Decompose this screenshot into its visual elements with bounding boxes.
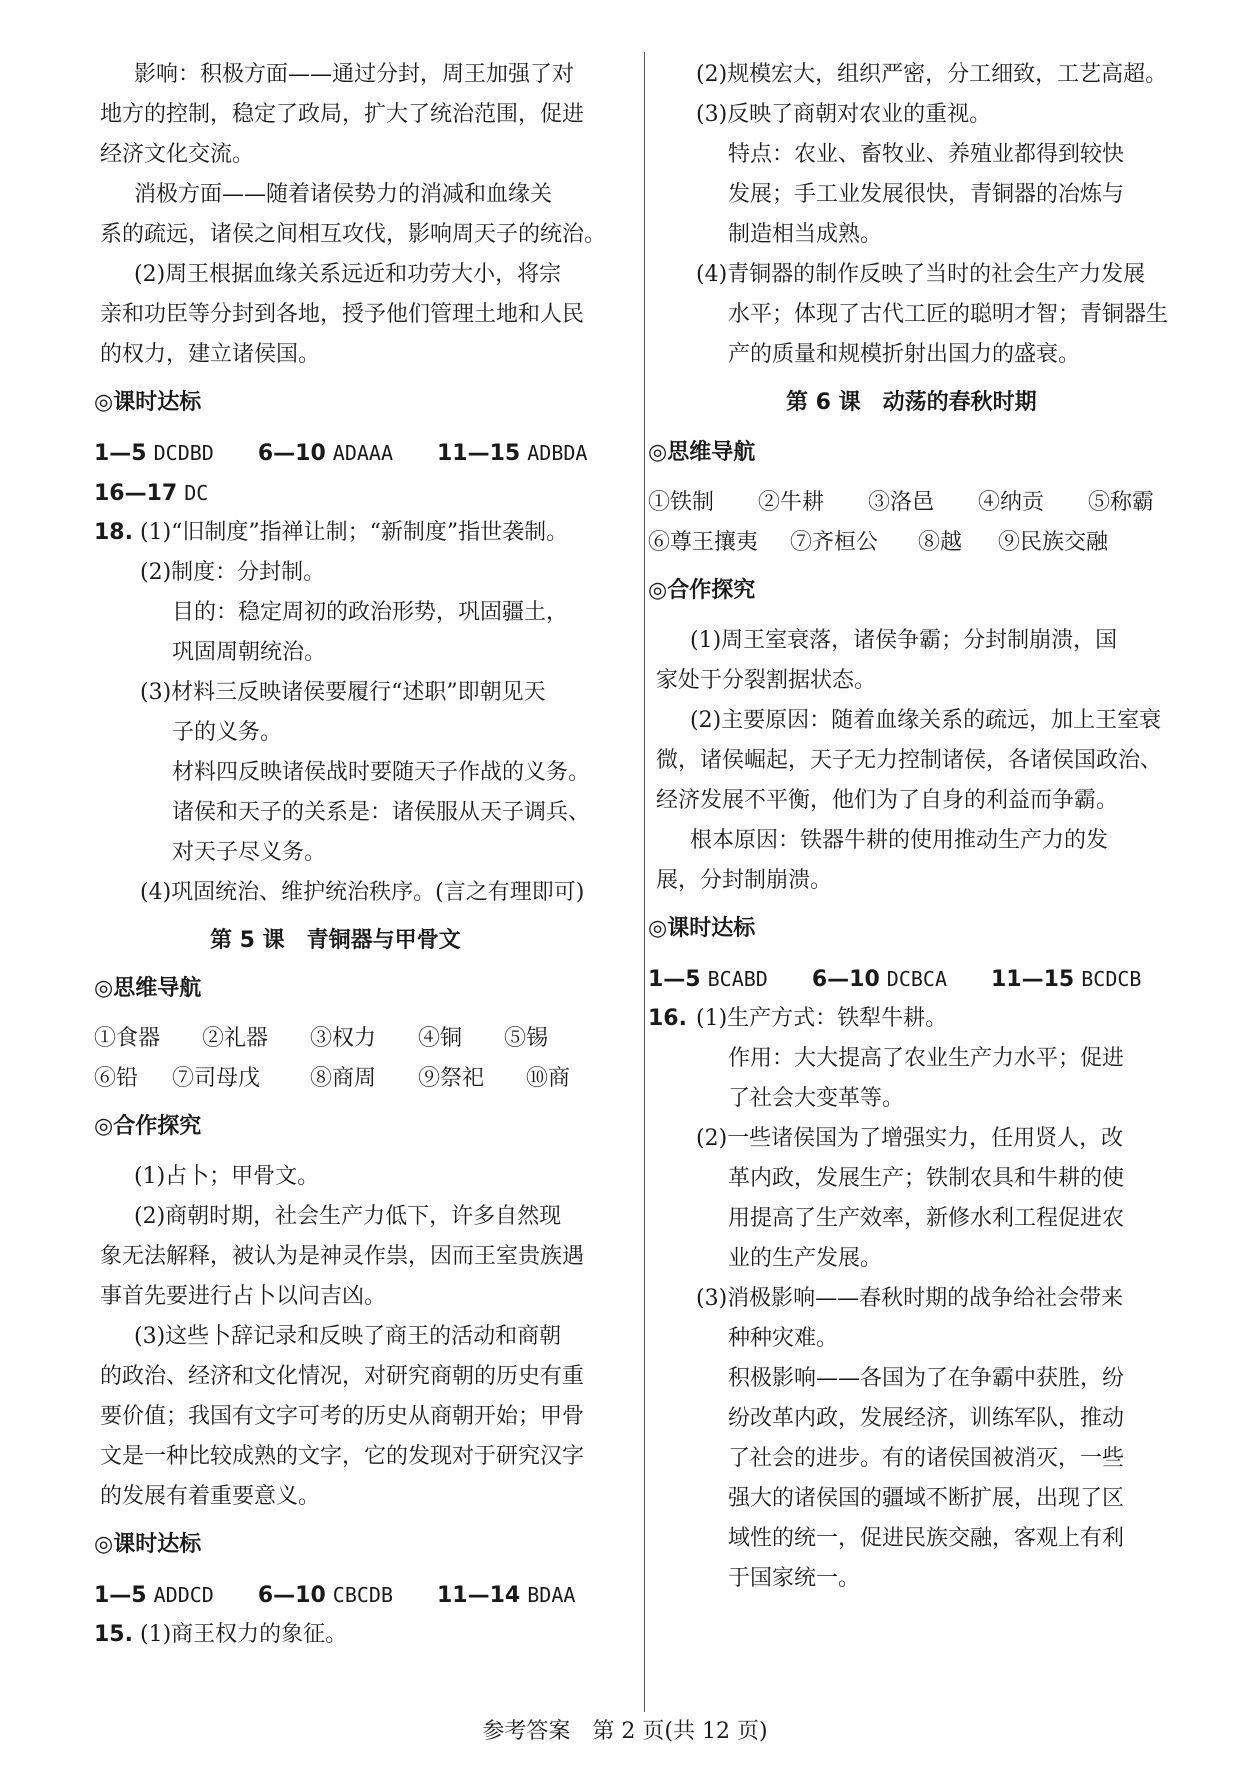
text-line: (2)商朝时期，社会生产力低下，许多自然现 — [134, 1204, 562, 1229]
text-line: 于国家统一。 — [728, 1566, 861, 1591]
mind-map-item: ③权力 — [310, 1026, 377, 1051]
mind-map-item: ⑤锡 — [504, 1026, 549, 1051]
answer-row: 1—5 DCDBD 6—10 ADAAA 11—15 ADBDA — [94, 441, 588, 466]
text-line: 家处于分裂割据状态。 — [656, 668, 877, 693]
text-line: (2)一些诸侯国为了增强实力，任用贤人，改 — [696, 1126, 1124, 1151]
mind-map-item: ①食器 — [94, 1026, 161, 1051]
text-line: (4)青铜器的制作反映了当时的社会生产力发展 — [696, 262, 1146, 287]
text-line: 了社会大变革等。 — [728, 1086, 905, 1111]
text-line: 诸侯和天子的关系是：诸侯服从天子调兵、 — [172, 800, 591, 825]
mind-map-item: ⑨民族交融 — [998, 530, 1109, 555]
text-line: 种种灾难。 — [728, 1326, 839, 1351]
text-line: 纷改革内政，发展经济，训练军队，推动 — [728, 1406, 1125, 1431]
text-line: 对天子尽义务。 — [172, 840, 327, 865]
text-line: 微，诸侯崛起，天子无力控制诸侯，各诸侯国政治、 — [656, 748, 1163, 773]
answer-row: 16—17 DC — [94, 481, 209, 506]
text-line: 的发展有着重要意义。 — [100, 1484, 321, 1509]
text-line: (1)“旧制度”指禅让制；“新制度”指世袭制。 — [140, 520, 569, 545]
text-line: 作用：大大提高了农业生产力水平；促进 — [728, 1046, 1125, 1071]
text-line: (4)巩固统治、维护统治秩序。(言之有理即可) — [140, 880, 585, 905]
text-line: (2)主要原因：随着血缘关系的疏远，加上王室衰 — [690, 708, 1162, 733]
text-line: 经济发展不平衡，他们为了自身的利益而争霸。 — [656, 788, 1119, 813]
section-heading: ◎思维导航 — [648, 440, 756, 465]
text-line: 经济文化交流。 — [100, 142, 255, 167]
text-line: (3)这些卜辞记录和反映了商王的活动和商朝 — [134, 1324, 562, 1349]
text-line: (3)消极影响——春秋时期的战争给社会带来 — [696, 1286, 1124, 1311]
text-line: (1)生产方式：铁犁牛耕。 — [696, 1006, 948, 1031]
text-line: 的权力，建立诸侯国。 — [100, 342, 321, 367]
mind-map-item: ⑦齐桓公 — [790, 530, 879, 555]
mind-map-item: ②牛耕 — [758, 490, 825, 515]
text-line: 了社会的进步。有的诸侯国被消灭，一些 — [728, 1446, 1125, 1471]
text-line: 用提高了生产效率，新修水利工程促进农 — [728, 1206, 1125, 1231]
text-line: 制造相当成熟。 — [728, 222, 883, 247]
mind-map-item: ⑤称霸 — [1088, 490, 1155, 515]
text-line: (1)占卜；甲骨文。 — [134, 1164, 320, 1189]
text-line: (3)材料三反映诸侯要履行“述职”即朝见天 — [140, 680, 546, 705]
mind-map-item: ⑧商周 — [310, 1066, 377, 1091]
mind-map-row — [94, 1024, 548, 1056]
section-heading: ◎思维导航 — [94, 976, 202, 1001]
text-line: 革内政，发展生产；铁制农具和牛耕的使 — [728, 1166, 1125, 1191]
question-number: 18. — [94, 520, 133, 545]
text-line: (3)反映了商朝对农业的重视。 — [696, 102, 992, 127]
mind-map-row — [648, 528, 1108, 560]
text-line: 要价值；我国有文字可考的历史从商朝开始；甲骨 — [100, 1404, 585, 1429]
mind-map-item: ①铁制 — [648, 490, 715, 515]
mind-map-item: ⑧越 — [918, 530, 963, 555]
text-line: 巩固周朝统治。 — [172, 640, 327, 665]
text-line: 目的：稳定周初的政治形势，巩固疆土， — [172, 600, 569, 625]
mind-map-item: ⑦司母戊 — [172, 1066, 261, 1091]
mind-map-item: ⑩商 — [526, 1066, 571, 1091]
text-line: 展，分封制崩溃。 — [656, 868, 833, 893]
answer-row: 1—5 BCABD 6—10 DCBCA 11—15 BCDCB — [648, 967, 1142, 992]
text-line: 亲和功臣等分封到各地，授予他们管理土地和人民 — [100, 302, 585, 327]
page-footer: 参考答案 第 2 页(共 12 页) — [482, 1719, 768, 1744]
mind-map-row — [94, 1064, 570, 1096]
mind-map-item: ⑥铅 — [94, 1066, 139, 1091]
mind-map-row — [648, 488, 1154, 520]
mind-map-item: ③洛邑 — [868, 490, 935, 515]
text-line: 特点：农业、畜牧业、养殖业都得到较快 — [728, 142, 1125, 167]
text-line: 事首先要进行占卜以问吉凶。 — [100, 1284, 387, 1309]
text-line: (1)周王室衰落，诸侯争霸；分封制崩溃，国 — [690, 628, 1118, 653]
text-line: 的政治、经济和文化情况，对研究商朝的历史有重 — [100, 1364, 585, 1389]
text-line: 文是一种比较成熟的文字，它的发现对于研究汉字 — [100, 1444, 585, 1469]
section-heading: ◎课时达标 — [648, 916, 756, 941]
answer-row: 1—5 ADDCD 6—10 CBCDB 11—14 BDAA — [94, 1583, 576, 1608]
text-line: (2)周王根据血缘关系远近和功劳大小，将宗 — [134, 262, 562, 287]
text-line: 材料四反映诸侯战时要随天子作战的义务。 — [172, 760, 591, 785]
text-line: 产的质量和规模折射出国力的盛衰。 — [728, 342, 1081, 367]
text-line: 地方的控制，稳定了政局，扩大了统治范围，促进 — [100, 102, 585, 127]
text-line: 强大的诸侯国的疆域不断扩展，出现了区 — [728, 1486, 1125, 1511]
column-divider — [644, 52, 645, 1712]
text-line: (2)制度：分封制。 — [140, 560, 326, 585]
lesson-title: 第 6 课 动荡的春秋时期 — [786, 390, 1037, 415]
mind-map-item: ⑨祭祀 — [418, 1066, 485, 1091]
text-line: (1)商王权力的象征。 — [140, 1622, 348, 1647]
section-heading: ◎合作探究 — [94, 1114, 202, 1139]
question-number: 15. — [94, 1622, 133, 1647]
text-line: 业的生产发展。 — [728, 1246, 883, 1271]
mind-map-item: ⑥尊王攘夷 — [648, 530, 759, 555]
text-line: 影响：积极方面——通过分封，周王加强了对 — [134, 62, 575, 87]
mind-map-item: ②礼器 — [202, 1026, 269, 1051]
mind-map-item: ④纳贡 — [978, 490, 1045, 515]
text-line: 消极方面——随着诸侯势力的消减和血缘关 — [134, 182, 553, 207]
section-heading: ◎合作探究 — [648, 578, 756, 603]
text-line: 根本原因：铁器牛耕的使用推动生产力的发 — [690, 828, 1109, 853]
text-line: 发展；手工业发展很快，青铜器的冶炼与 — [728, 182, 1125, 207]
text-line: 子的义务。 — [172, 720, 283, 745]
question-number: 16. — [648, 1006, 687, 1031]
text-line: 水平；体现了古代工匠的聪明才智；青铜器生 — [728, 302, 1169, 327]
text-line: 象无法解释，被认为是神灵作祟，因而王室贵族遇 — [100, 1244, 585, 1269]
lesson-title: 第 5 课 青铜器与甲骨文 — [210, 928, 461, 953]
section-heading: ◎课时达标 — [94, 1532, 202, 1557]
text-line: 系的疏远，诸侯之间相互攻伐，影响周天子的统治。 — [100, 222, 607, 247]
section-heading: ◎课时达标 — [94, 390, 202, 415]
mind-map-item: ④铜 — [418, 1026, 463, 1051]
text-line: (2)规模宏大，组织严密，分工细致，工艺高超。 — [696, 62, 1168, 87]
text-line: 域性的统一，促进民族交融，客观上有利 — [728, 1526, 1125, 1551]
text-line: 积极影响——各国为了在争霸中获胜，纷 — [728, 1366, 1125, 1391]
